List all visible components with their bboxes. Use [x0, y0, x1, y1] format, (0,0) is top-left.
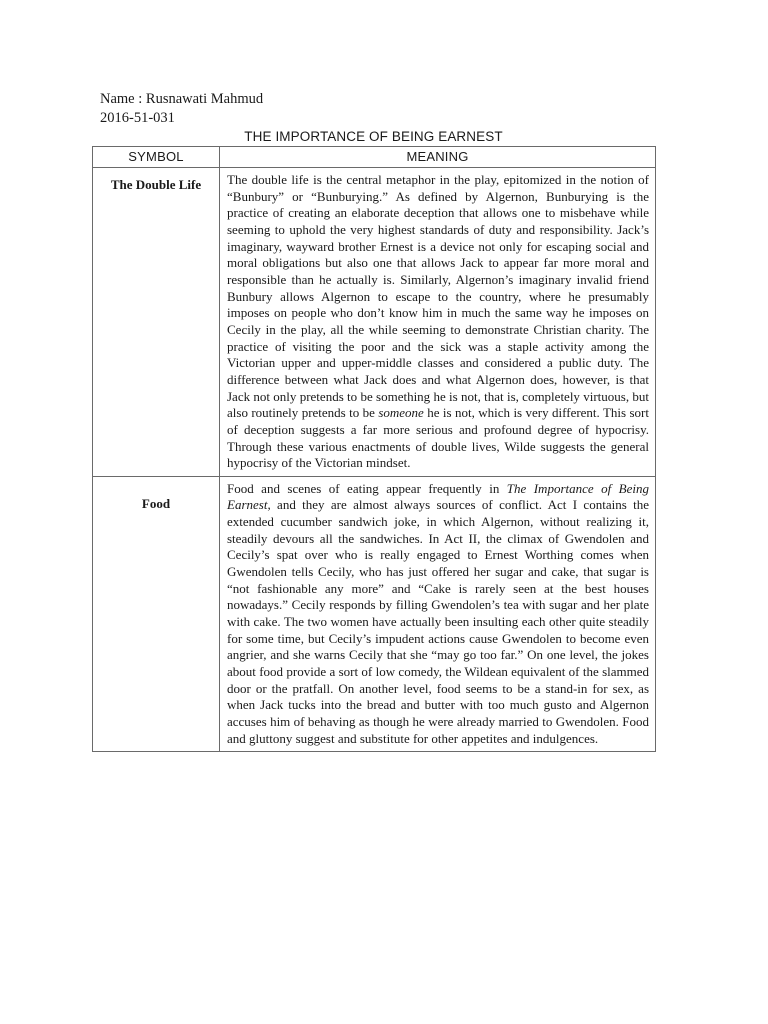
text-run: and they are almost always sources of conflict. Act I contains the extended cucumber sandwich joke, in which Algernon, without realizing it, steadily devours all the sandwiches. In Act II, the climax of Gwendolen and Cecily’s spat over who is really engaged to Ernest Worthing comes when Gwendolen tells Cecily, who has just offered her sugar and cake, that sugar is “not fashionable any more” and “Cake is rarely seen at the best houses nowadays.” Cecily responds by filling Gwendolen’s tea with sugar and her plate with cake. The two women have actually been insulting each other quite steadily for some time, but Cecily’s impudent actions cause Gwendolen to become even angrier, and she warns Cecily that she “may go too far.” On one level, the jokes about food provide a sort of low comedy, the Wildean equivalent of the slammed door or the pratfall. On another level, food seems to be a stand-in for sex, as when Jack tucks into the bread and butter with too much gusto and Algernon accuses him of behaving as though he were already married to Gwendolen. Food and gluttony suggest and substitute for other appetites and indulgences.: [227, 497, 649, 746]
symbol-table: [92, 146, 656, 752]
student-name: Name : Rusnawati Mahmud: [100, 91, 264, 107]
table-row: [93, 476, 656, 752]
text-run: he is not, which is very different. This sort of deception suggests a far more serious and profound degree of hypocrisy. Through these various enactments of double lives, Wilde suggests the general hypocrisy of the Victorian mindset.: [227, 405, 649, 471]
table-row: [93, 168, 656, 477]
column-header-symbol: SYMBOL: [93, 147, 220, 168]
text-run: Food and scenes of eating appear frequently in: [227, 480, 507, 496]
italic-text-run: someone: [378, 405, 424, 421]
meaning-cell: [220, 168, 656, 477]
student-id: 2016-51-031: [100, 110, 175, 126]
text-run: The double life is the central metaphor in the play, epitomized in the notion of “Bunbury” or “Bunburying.” As defined by Algernon, Bunburying is the practice of creating an elaborate deception that allows one to misbehave while seeming to uphold the very highest standards of duty and responsibility. Jack’s imaginary, wayward brother Ernest is a device not only for escaping social and moral obligations but also one that allows Jack to appear far more moral and responsible than he actually is. Similarly, Algernon’s imaginary invalid friend Bunbury allows Algernon to escape to the country, where he presumably imposes on people who don’t know him in much the same way he imposes on Cecily in the play, all the while seeming to demonstrate Christian charity. The practice of visiting the poor and the sick was a staple activity among the Victorian upper and upper-middle classes and considered a public duty. The difference between what Jack does and what Algernon does, however, is that Jack not only pretends to be something he is not, that is, completely virtuous, but also routinely pretends to be: [227, 172, 649, 421]
table-header-row: [93, 147, 656, 168]
meaning-cell: [220, 476, 656, 752]
document-title: THE IMPORTANCE OF BEING EARNEST: [244, 129, 503, 144]
italic-text-run: The Importance of Being Earnest,: [227, 480, 649, 513]
column-header-meaning: MEANING: [220, 147, 656, 168]
symbol-cell: Food: [93, 476, 220, 752]
symbol-cell: The Double Life: [93, 168, 220, 477]
